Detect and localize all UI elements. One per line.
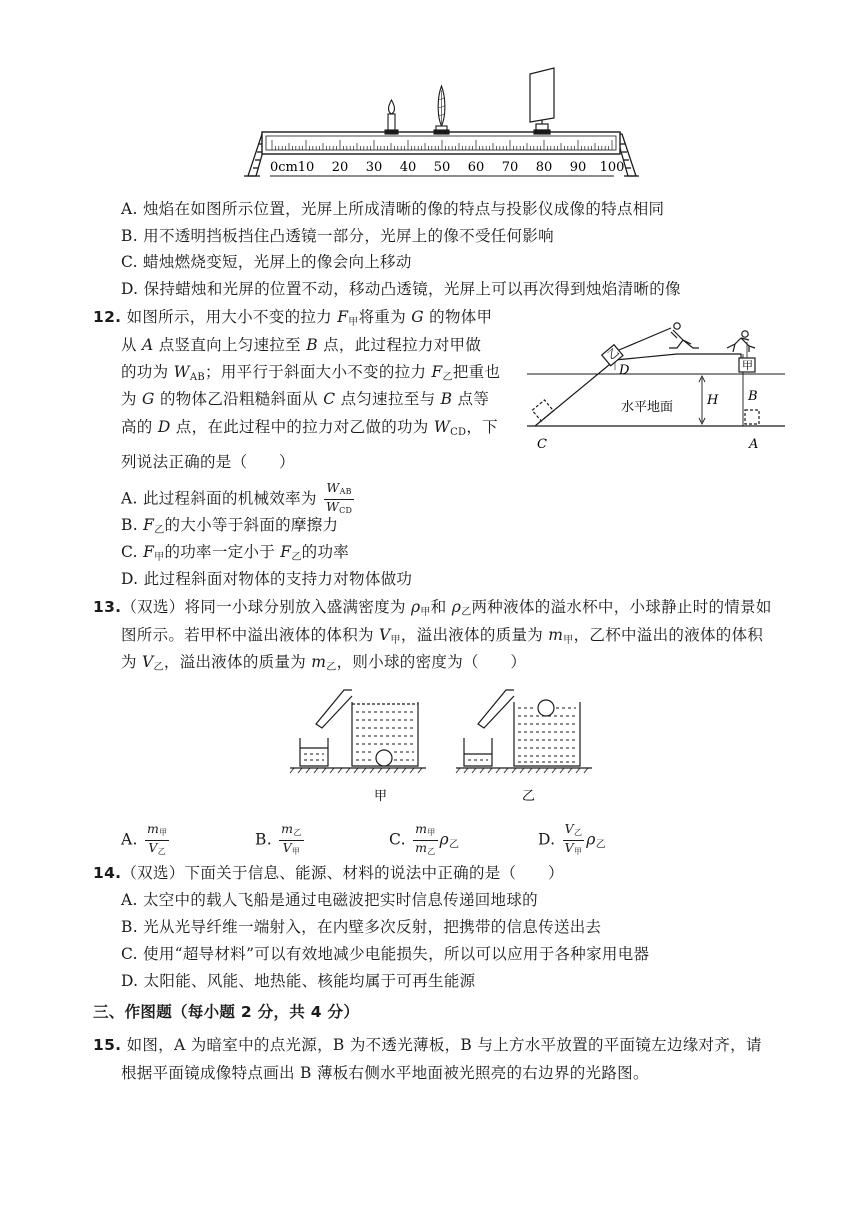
- q13-line-1: 13.（双选）将同一小球分别放入盛满密度为 $\rho_甲$和 $\rho_乙$两种液体的溢水杯中，小球静止时的情景如: [93, 598, 772, 618]
- q13-option-c: C. $\frac{m_甲}{m_乙}$ $\rho_乙$: [389, 821, 460, 856]
- point-b-label: B: [748, 389, 758, 404]
- q15-line-1: 15. 如图，A 为暗室中的点光源，B 为不透光薄板，B 与上方水平放置的平面镜左边缘对齐，请: [93, 1036, 762, 1054]
- q14-option-a: A. 太空中的载人飞船是通过电磁波把实时信息传递回地球的: [121, 891, 538, 909]
- q11-option-d: D. 保持蜡烛和光屏的位置不动，移动凸透镜，光屏上可以再次得到烛焰清晰的像: [121, 280, 681, 298]
- q13-option-b: B. $\frac{m_乙}{V_甲}$: [255, 821, 302, 856]
- q12-line-1: 12. 如图所示，用大小不变的拉力 $F_甲$将重为 G 的物体甲: [93, 308, 493, 328]
- efficiency-fraction: $\frac{W_{AB}}{W_{CD}}$: [325, 480, 353, 515]
- ruler-tick-label: 70: [501, 160, 519, 175]
- q14-number: 14.: [93, 864, 122, 882]
- overflow-cups-figure: [286, 682, 596, 807]
- point-d-label: D: [619, 363, 630, 378]
- point-c-label: C: [537, 437, 547, 452]
- ruler-labels: [270, 160, 624, 175]
- incline-figure: [527, 318, 787, 454]
- ruler-tick-label: 60: [467, 160, 485, 175]
- ruler-tick-label: 90: [569, 160, 587, 175]
- q12-line-3: 的功为 $W_{AB}$；用平行于斜面大小不变的拉力 $F_乙$把重也: [121, 363, 501, 383]
- q14-option-d: D. 太阳能、风能、地热能、核能均属于可再生能源: [121, 972, 476, 990]
- ruler-tick-label: 10: [297, 160, 315, 175]
- q15-line-2: 根据平面镜成像特点画出 B 薄板右侧水平地面被光照亮的右边界的光路图。: [121, 1064, 649, 1082]
- q14-stem: 14.（双选）下面关于信息、能源、材料的说法中正确的是（ ）: [93, 864, 564, 882]
- q12-option-b: B. $F_乙$的大小等于斜面的摩擦力: [121, 516, 339, 536]
- ruler-tick-label: 40: [399, 160, 417, 175]
- q13-line-3: 为 $V_乙$，溢出液体的质量为 $m_乙$，则小球的密度为（ ）: [121, 653, 527, 673]
- light-screen: [530, 68, 554, 134]
- q12-line-5: 高的 D 点，在此过程中的拉力对乙做的功为 $W_{CD}$，下: [121, 418, 498, 438]
- q12-line-6: 列说法正确的是（ ）: [121, 453, 295, 471]
- q12-line-4: 为 G 的物体乙沿粗糙斜面从 C 点匀速拉至与 B 点等: [121, 390, 490, 408]
- ruler-tick-label: 20: [331, 160, 349, 175]
- candle: [385, 100, 398, 134]
- q12-option-d: D. 此过程斜面对物体的支持力对物体做功: [121, 570, 413, 588]
- q13-option-d: D. $\frac{V_乙}{V_甲}$ $\rho_乙$: [538, 821, 607, 856]
- q13-line-2: 图所示。若甲杯中溢出液体的体积为 $V_甲$，溢出液体的质量为 $m_甲$，乙杯中溢出的液体的体积: [121, 626, 764, 646]
- q15-number: 15.: [93, 1036, 122, 1054]
- q12-number: 12.: [93, 308, 122, 326]
- q12-option-a: A. 此过程斜面的机械效率为 $\frac{W_{AB}}{W_{CD}}$: [121, 481, 356, 518]
- q14-option-b: B. 光从光导纤维一端射入，在内壁多次反射，把携带的信息传送出去: [121, 918, 602, 936]
- caption-jia: 甲: [374, 789, 388, 804]
- ruler-tick-label: 80: [535, 160, 553, 175]
- q11-option-c: C. 蜡烛燃烧变短，光屏上的像会向上移动: [121, 253, 412, 271]
- point-a-label: A: [749, 437, 759, 452]
- q12-line-2: 从 A 点竖直向上匀速拉至 B 点，此过程拉力对甲做: [121, 336, 482, 354]
- q13-option-a: A. $\frac{m_甲}{V_乙}$: [121, 821, 168, 856]
- q11-option-a: A. 烛焰在如图所示位置，光屏上所成清晰的像的特点与投影仪成像的特点相同: [121, 200, 665, 218]
- height-h-label: H: [707, 393, 719, 408]
- ruler-tick-label: 30: [365, 160, 383, 175]
- box-yi-label: 乙: [604, 345, 622, 363]
- convex-lens: [434, 86, 449, 134]
- ground-label: 水平地面: [621, 400, 674, 415]
- section-3-title: 三、作图题（每小题 2 分，共 4 分）: [93, 1003, 360, 1021]
- box-jia-label: 甲: [742, 359, 753, 372]
- ruler-tick-label: 100: [599, 160, 625, 175]
- q13-number: 13.: [93, 598, 122, 616]
- ruler-tick-label: 50: [433, 160, 451, 175]
- q11-option-b: B. 用不透明挡板挡住凸透镜一部分，光屏上的像不受任何影响: [121, 227, 554, 245]
- caption-yi: 乙: [522, 789, 536, 804]
- optical-bench-figure: [240, 64, 640, 189]
- q14-option-c: C. 使用“超导材料”可以有效地减少电能损失，所以可以应用于各种家用电器: [121, 945, 650, 963]
- ruler-tick-label: 0cm: [270, 160, 298, 175]
- q12-option-c: C. $F_甲$的功率一定小于 $F_乙$的功率: [121, 543, 350, 563]
